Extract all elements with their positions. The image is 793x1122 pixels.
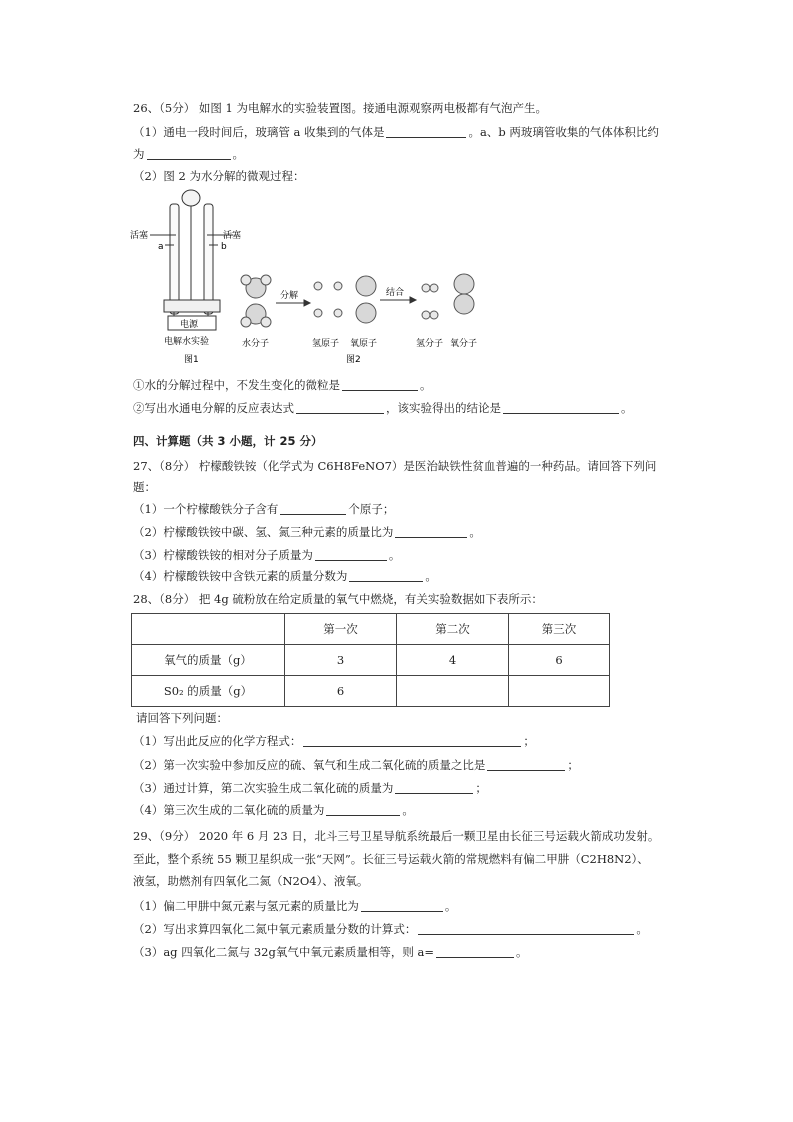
fig1-caption: 图1: [184, 355, 199, 365]
decompose-label: 分解: [280, 291, 299, 301]
table-header-row: [132, 614, 610, 645]
q27-part2-end: 。: [469, 525, 481, 539]
power-label: 电源: [180, 320, 199, 330]
q26-part1-end: 。: [232, 147, 244, 161]
q29-part1-text: （1）偏二甲肼中氮元素与氢元素的质量比为: [133, 899, 359, 913]
q29-part3: [133, 944, 528, 960]
answer-blank[interactable]: [386, 125, 466, 138]
q28-part4-end: 。: [402, 803, 414, 817]
q27-part3-text: （3）柠檬酸铁铵的相对分子质量为: [133, 548, 313, 562]
q26-sub1-end: 。: [420, 378, 432, 392]
q29-part1-end: 。: [444, 899, 457, 913]
q26-part1-text2: 。a、b 两玻璃管收集的气体体积比约: [468, 125, 659, 139]
answer-blank[interactable]: [326, 803, 400, 816]
answer-blank[interactable]: [503, 401, 619, 414]
table-cell: 4: [397, 645, 509, 676]
q26-part1-cont: [133, 146, 244, 162]
q28-part2-end: ；: [567, 758, 579, 772]
q27-part4-end: 。: [425, 569, 437, 583]
q26-part1: [133, 124, 659, 140]
table-cell: 6: [285, 676, 397, 707]
q27-part4-text: （4）柠檬酸铁铵中含铁元素的质量分数为: [133, 569, 348, 583]
q26-sub2-text: ②写出水通电分解的反应表达式: [133, 401, 294, 415]
q26-sub2-end: 。: [621, 401, 633, 415]
water-molecule-label: 水分子: [242, 339, 270, 349]
q29-part2: [133, 921, 648, 937]
q28-part3-end: ；: [475, 781, 487, 795]
valve-right-label: 活塞: [223, 231, 242, 241]
q27-header: 27、（8分） 柠檬酸铁铵（化学式为 C6H8FeNO7）是医治缺铁性贫血普遍的一种药品。请回答下列问: [133, 459, 657, 473]
tube-a-label: a: [158, 242, 164, 252]
table-cell: 3: [285, 645, 397, 676]
h-molecule-label: 氢分子: [416, 339, 444, 349]
answer-blank[interactable]: [342, 378, 418, 391]
table-row: [132, 645, 610, 676]
q29-line2: 至此，整个系统 55 颗卫星织成一张“天网”。长征三号运载火箭的常规燃料有偏二甲肼（C2H8N2）、: [133, 852, 649, 866]
answer-blank[interactable]: [147, 147, 231, 160]
table-header-cell: 第三次: [509, 614, 610, 645]
answer-blank[interactable]: [395, 525, 467, 538]
q26-sub2: [133, 400, 633, 416]
answer-blank[interactable]: [436, 945, 514, 958]
q27-part3-end: 。: [388, 548, 401, 562]
answer-blank[interactable]: [303, 734, 521, 747]
section-heading: 四、计算题（共 3 小题，计 25 分）: [133, 434, 323, 448]
answer-blank[interactable]: [487, 758, 565, 771]
answer-blank[interactable]: [296, 401, 384, 414]
tube-b-label: b: [221, 242, 227, 252]
q27-part1-end: 个原子；: [348, 502, 395, 516]
experiment-label: 电解水实验: [164, 337, 210, 347]
q26-part1-text3: 为: [133, 147, 145, 161]
fig2-caption: 图2: [346, 355, 361, 365]
q29-line1: 29、（9分） 2020 年 6 月 23 日，北斗三号卫星导航系统最后一颗卫星由长征三号运载火箭成功发射。: [133, 829, 660, 843]
q28-part1-text: （1）写出此反应的化学方程式：: [133, 734, 302, 748]
water-molecules: [241, 275, 271, 327]
q26-sub1: [133, 377, 432, 393]
q28-part4-text: （4）第三次生成的二氧化硫的质量为: [133, 803, 325, 817]
q28-header: 28、（8分） 把 4g 硫粉放在给定质量的氧气中燃烧，有关实验数据如下表所示：: [133, 592, 543, 606]
q27-part4: [133, 568, 437, 584]
atoms: [314, 276, 376, 323]
q27-header-cont: 题：: [133, 480, 156, 494]
q29-part2-end: 。: [636, 922, 648, 936]
q28-part1: [133, 733, 535, 749]
electrolysis-diagram: [128, 188, 488, 368]
answer-blank[interactable]: [418, 922, 634, 935]
q29-part3-end: 。: [516, 945, 528, 959]
q27-part1-text: （1）一个柠檬酸铁分子含有: [133, 502, 279, 516]
q29-part1: [133, 898, 456, 914]
q28-part1-end: ；: [523, 734, 535, 748]
q27-part2-text: （2）柠檬酸铁铵中碳、氢、氮三种元素的质量比为: [133, 525, 394, 539]
q26-sub2-text2: ，该实验得出的结论是: [386, 401, 501, 415]
answer-blank[interactable]: [361, 899, 443, 912]
product-molecules: [422, 274, 474, 319]
q29-line3: 液氢，助燃剂有四氧化二氮（N2O4）、液氧。: [133, 874, 369, 888]
q26-part2: （2）图 2 为水分解的微观过程：: [133, 169, 305, 183]
q29-part2-text: （2）写出求算四氧化二氮中氧元素质量分数的计算式：: [133, 922, 417, 936]
answer-blank[interactable]: [280, 502, 346, 515]
experiment-table: [131, 613, 610, 707]
table-cell: 6: [509, 645, 610, 676]
q28-part4: [133, 802, 414, 818]
q28-ask: 请回答下列问题：: [136, 711, 228, 725]
q27-part3: [133, 547, 400, 563]
table-cell: 氧气的质量（g）: [132, 645, 285, 676]
q26-part1-text: （1）通电一段时间后，玻璃管 a 收集到的气体是: [133, 125, 385, 139]
o-molecule-label: 氧分子: [450, 339, 478, 349]
q28-part3: [133, 780, 487, 796]
valve-left-label: 活塞: [130, 231, 149, 241]
q28-part2-text: （2）第一次实验中参加反应的硫、氧气和生成二氧化硫的质量之比是: [133, 758, 486, 772]
q26-sub1-text: ①水的分解过程中，不发生变化的微粒是: [133, 378, 340, 392]
table-row: [132, 676, 610, 707]
q27-part2: [133, 524, 481, 540]
combine-label: 结合: [386, 288, 405, 298]
answer-blank[interactable]: [349, 569, 423, 582]
o-atom-label: 氧原子: [350, 339, 378, 349]
table-cell: S0₂ 的质量（g）: [132, 676, 285, 707]
q29-part3-text: （3）ag 四氧化二氮与 32g氧气中氧元素质量相等，则 a=: [133, 945, 434, 959]
answer-blank[interactable]: [395, 781, 473, 794]
q26-header: 26、（5分） 如图 1 为电解水的实验装置图。接通电源观察两电极都有气泡产生。: [133, 101, 547, 115]
figure1-apparatus: [150, 190, 233, 330]
table-header-cell: [132, 614, 285, 645]
h-atom-label: 氢原子: [312, 339, 340, 349]
table-header-cell: 第二次: [397, 614, 509, 645]
q28-part2: [133, 757, 579, 773]
q28-part3-text: （3）通过计算，第二次实验生成二氧化硫的质量为: [133, 781, 394, 795]
answer-blank[interactable]: [315, 548, 387, 561]
table-cell[interactable]: [509, 676, 610, 707]
table-cell[interactable]: [397, 676, 509, 707]
q27-part1: [133, 501, 394, 517]
table-header-cell: 第一次: [285, 614, 397, 645]
